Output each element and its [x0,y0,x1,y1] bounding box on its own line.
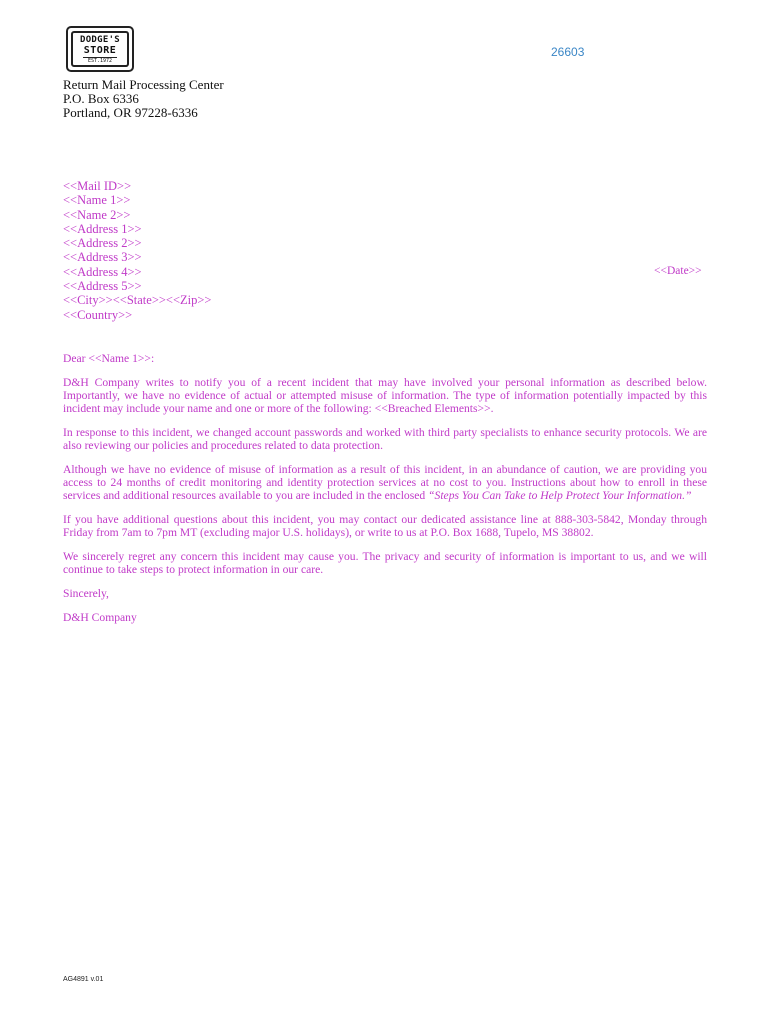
return-address-line: Portland, OR 97228-6336 [63,105,198,120]
name-2-field: <<Name 2>> [63,207,131,222]
signature: D&H Company [63,611,137,624]
dodges-store-logo [66,26,134,72]
return-address-line: P.O. Box 6336 [63,91,139,106]
date-field: <<Date>> [654,265,702,277]
return-address [63,78,224,120]
address-2-field: <<Address 2>> [63,236,142,251]
steps-reference: “Steps You Can Take to Help Protect Your Information.” [428,489,692,502]
document-number: 26603 [551,45,585,59]
name-1-field: <<Name 1>> [63,193,131,208]
credit-monitoring-text: Although we have no evidence of misuse of information as a result of this incident, in an abundance of caution, we are providing you access to 24 months of credit monitoring and identity protection services at no cost to you. Instructions about how to enroll in these services and additional resources available to you are included in the enclosed [63,463,707,502]
country-field: <<Country>> [63,307,133,322]
logo-line-3: EST.1972 [83,57,117,65]
logo-line-2: STORE [83,45,117,56]
address-3-field: <<Address 3>> [63,250,142,265]
address-1-field: <<Address 1>> [63,221,142,236]
letter-body [63,352,707,635]
address-4-field: <<Address 4>> [63,264,142,279]
salutation: Dear <<Name 1>>: [63,352,155,365]
paragraph-incident-notice: D&H Company writes to notify you of a recent incident that may have involved your personal information as described below. Importantly, we have no evidence of actual or attempted misuse of information. The type of information potentially impacted by this incident may include your name and one or more of the following: <<Breached Elements>>. [63,376,707,415]
mail-id-field: <<Mail ID>> [63,179,132,193]
paragraph-response: In response to this incident, we changed account passwords and worked with third party specialists to enhance security protocols. We are also reviewing our policies and procedures related to data protection. [63,426,707,452]
address-5-field: <<Address 5>> [63,279,142,294]
recipient-address-block [63,179,211,322]
city-state-zip-field: <<City>><<State>><<Zip>> [63,293,212,308]
footer-form-code: AG4891 v.01 [63,976,104,983]
paragraph-credit-monitoring [63,463,707,502]
paragraph-apology: We sincerely regret any concern this incident may cause you. The privacy and security of information is important to us, and we will continue to take steps to protect information in our care. [63,550,707,576]
logo-line-1: DODGE'S [79,35,121,45]
closing: Sincerely, [63,587,109,600]
return-address-line: Return Mail Processing Center [63,77,224,92]
paragraph-contact: If you have additional questions about this incident, you may contact our dedicated assistance line at 888-303-5842, Monday through Friday from 7am to 7pm MT (excluding major U.S. holidays), or write to us at P.O. Box 1688, Tupelo, MS 38802. [63,513,707,539]
logo-badge [71,31,129,67]
